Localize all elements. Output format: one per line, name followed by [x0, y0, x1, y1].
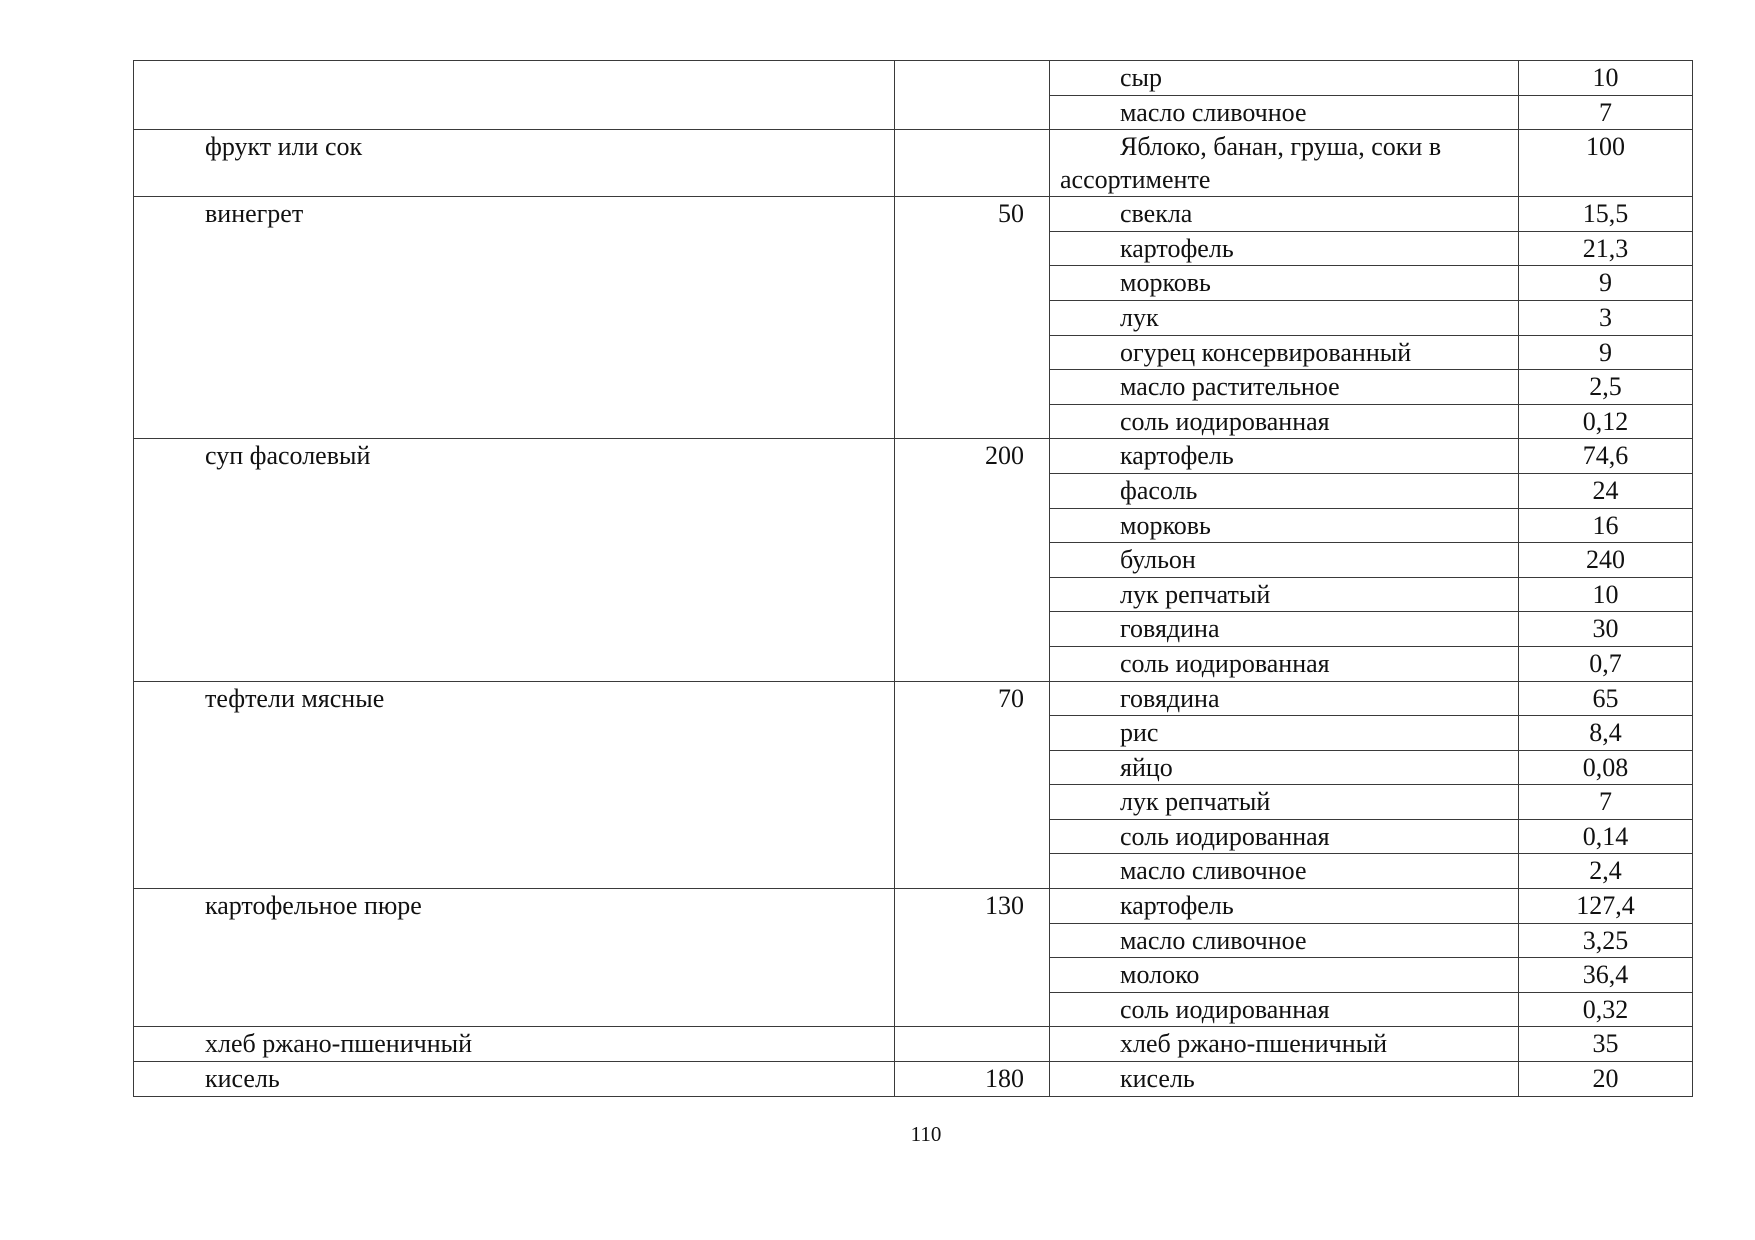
dish-yield-cell: 200: [895, 439, 1050, 681]
dish-name-cell: картофельное пюре: [134, 889, 895, 1027]
ingredient-amount-cell: 7: [1519, 95, 1693, 130]
ingredient-amount-cell: 2,5: [1519, 370, 1693, 405]
ingredient-name-cell: хлеб ржано-пшеничный: [1050, 1027, 1519, 1062]
table-row: [134, 889, 1693, 924]
ingredient-name-cell: соль иодированная: [1050, 992, 1519, 1027]
table-row: [134, 1062, 1693, 1097]
ingredient-name-cell: рис: [1050, 716, 1519, 751]
ingredient-amount-cell: 100: [1519, 130, 1693, 197]
dish-name-cell: кисель: [134, 1062, 895, 1097]
ingredient-amount-cell: 9: [1519, 335, 1693, 370]
ingredient-name-cell: масло сливочное: [1050, 854, 1519, 889]
ingredient-name-cell: свекла: [1050, 197, 1519, 232]
ingredient-name-cell: соль иодированная: [1050, 646, 1519, 681]
table-row: [134, 61, 1693, 96]
ingredient-name-cell: масло растительное: [1050, 370, 1519, 405]
ingredient-name-cell: сыр: [1050, 61, 1519, 96]
ingredient-amount-cell: 9: [1519, 266, 1693, 301]
ingredient-amount-cell: 36,4: [1519, 958, 1693, 993]
ingredient-amount-cell: 240: [1519, 543, 1693, 578]
ingredient-amount-cell: 0,14: [1519, 819, 1693, 854]
dish-yield-cell: [895, 1027, 1050, 1062]
dish-name-cell: [134, 61, 895, 130]
ingredient-name-cell: говядина: [1050, 681, 1519, 716]
ingredient-amount-cell: 3,25: [1519, 923, 1693, 958]
ingredient-name-cell: лук репчатый: [1050, 577, 1519, 612]
dish-name-cell: суп фасолевый: [134, 439, 895, 681]
ingredient-name-cell: кисель: [1050, 1062, 1519, 1097]
ingredient-name-cell: картофель: [1050, 889, 1519, 924]
ingredient-amount-cell: 10: [1519, 61, 1693, 96]
ingredient-amount-cell: 2,4: [1519, 854, 1693, 889]
ingredient-amount-cell: 0,12: [1519, 404, 1693, 439]
dish-name-cell: тефтели мясные: [134, 681, 895, 889]
dish-name-cell: фрукт или сок: [134, 130, 895, 197]
dish-yield-cell: 130: [895, 889, 1050, 1027]
dish-yield-cell: 70: [895, 681, 1050, 889]
ingredient-name-cell: яйцо: [1050, 750, 1519, 785]
ingredient-amount-cell: 127,4: [1519, 889, 1693, 924]
ingredient-amount-cell: 8,4: [1519, 716, 1693, 751]
dish-yield-cell: [895, 130, 1050, 197]
ingredient-amount-cell: 10: [1519, 577, 1693, 612]
table-row: [134, 439, 1693, 474]
dish-name-cell: винегрет: [134, 197, 895, 439]
ingredient-name-cell: говядина: [1050, 612, 1519, 647]
table-row: [134, 681, 1693, 716]
ingredient-name-cell: масло сливочное: [1050, 95, 1519, 130]
ingredient-name-cell: масло сливочное: [1050, 923, 1519, 958]
table-row: [134, 197, 1693, 232]
ingredient-amount-cell: 3: [1519, 300, 1693, 335]
menu-recipe-table: [133, 60, 1693, 1097]
ingredient-name-cell: соль иодированная: [1050, 404, 1519, 439]
ingredient-amount-cell: 0,32: [1519, 992, 1693, 1027]
ingredient-amount-cell: 24: [1519, 473, 1693, 508]
ingredient-amount-cell: 0,08: [1519, 750, 1693, 785]
ingredient-name-cell: фасоль: [1050, 473, 1519, 508]
dish-name-cell: хлеб ржано-пшеничный: [134, 1027, 895, 1062]
table-row: [134, 1027, 1693, 1062]
ingredient-name-cell: бульон: [1050, 543, 1519, 578]
dish-yield-cell: 50: [895, 197, 1050, 439]
table-row: [134, 130, 1693, 197]
ingredient-amount-cell: 74,6: [1519, 439, 1693, 474]
ingredient-amount-cell: 30: [1519, 612, 1693, 647]
ingredient-amount-cell: 35: [1519, 1027, 1693, 1062]
ingredient-name-cell: картофель: [1050, 231, 1519, 266]
ingredient-amount-cell: 7: [1519, 785, 1693, 820]
ingredient-amount-cell: 15,5: [1519, 197, 1693, 232]
ingredient-name-cell: лук репчатый: [1050, 785, 1519, 820]
menu-table-body: [134, 61, 1693, 1097]
ingredient-amount-cell: 0,7: [1519, 646, 1693, 681]
ingredient-name-cell: морковь: [1050, 266, 1519, 301]
ingredient-name-cell: соль иодированная: [1050, 819, 1519, 854]
ingredient-name-cell: лук: [1050, 300, 1519, 335]
page-number: 110: [910, 1122, 942, 1146]
ingredient-amount-cell: 21,3: [1519, 231, 1693, 266]
ingredient-name-cell: огурец консервированный: [1050, 335, 1519, 370]
ingredient-name-cell: морковь: [1050, 508, 1519, 543]
ingredient-amount-cell: 16: [1519, 508, 1693, 543]
dish-yield-cell: 180: [895, 1062, 1050, 1097]
ingredient-name-cell: картофель: [1050, 439, 1519, 474]
ingredient-amount-cell: 20: [1519, 1062, 1693, 1097]
ingredient-amount-cell: 65: [1519, 681, 1693, 716]
ingredient-name-cell: Яблоко, банан, груша, соки в ассортименте: [1050, 130, 1519, 197]
dish-yield-cell: [895, 61, 1050, 130]
ingredient-name-cell: молоко: [1050, 958, 1519, 993]
